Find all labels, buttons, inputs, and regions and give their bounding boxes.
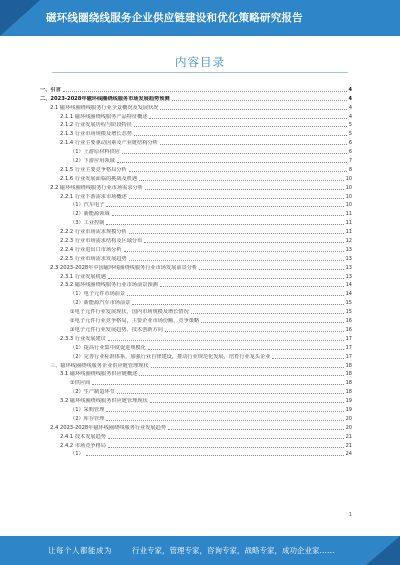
toc-dot-leader — [127, 295, 343, 296]
toc-entry[interactable] — [40, 262, 352, 271]
toc-dot-leader — [112, 215, 344, 216]
toc-entry[interactable] — [40, 191, 352, 200]
toc-entry[interactable] — [40, 413, 352, 422]
toc-entry[interactable] — [40, 395, 352, 404]
toc-entry[interactable] — [40, 440, 352, 449]
toc-entry-title: ①电子元件行业发展现状，国内市场规模及增长情况 — [70, 309, 189, 316]
toc-entry[interactable] — [40, 280, 352, 289]
toc-entry-page: 12 — [345, 238, 352, 245]
toc-entry-title: 2.1 磁环线圈绕线服务行业全景概况及发展状况 — [50, 104, 159, 111]
toc-entry-page: 18 — [345, 380, 352, 387]
toc-entry[interactable] — [40, 128, 352, 137]
toc-entry-page: 13 — [345, 264, 352, 271]
toc-entry-title: （2）库存管理 — [70, 415, 105, 422]
footer-tags: 行业专家，管理专家，咨询专家，战略专家，成功企业家…… — [132, 546, 335, 555]
toc-divider — [52, 72, 348, 73]
toc-dot-leader — [117, 162, 347, 163]
toc-entry-title: （2）下游应用领域 — [70, 158, 115, 165]
toc-dot-leader — [139, 180, 344, 181]
toc-dot-leader — [144, 242, 343, 243]
toc-entry-title: （2）新能源领域 — [70, 211, 110, 218]
toc-entry-title: （3）工业控制 — [70, 220, 105, 227]
toc-entry-title: ①供应商 — [70, 380, 91, 387]
toc-entry-title: 2.3 2023-2028年中国磁环线圈绕线服务行业市场发展前景分析 — [50, 264, 198, 271]
toc-entry-title: ③电子元件行业发展趋势，技术创新方向 — [70, 326, 163, 333]
toc-dot-leader — [172, 100, 347, 101]
footer-slogan: 让每个人都能成为 — [48, 546, 112, 555]
toc-dot-leader — [108, 278, 344, 279]
toc-entry-title: （1）汽车电子 — [70, 202, 105, 209]
toc-entry[interactable] — [40, 102, 352, 111]
toc-dot-leader — [129, 260, 344, 261]
toc-dot-leader — [129, 233, 344, 234]
toc-entry-page: 19 — [345, 398, 352, 405]
toc-entry-page: 5 — [348, 122, 352, 129]
toc-dot-leader — [63, 91, 347, 92]
toc-entry-page: 20 — [345, 424, 352, 431]
toc-entry-title: 2.2.1 行业下游需求市场概述 — [60, 193, 127, 200]
toc-entry-title: 2.3.1 行业发展机遇 — [60, 273, 106, 280]
toc-dot-leader — [165, 331, 344, 332]
toc-dot-leader — [106, 224, 343, 225]
toc-entry[interactable] — [40, 235, 352, 244]
toc-entry-page: 6 — [348, 140, 352, 147]
toc-entry-page: 4 — [348, 86, 352, 93]
toc-entry-title: 2.1.3 行业市场规模及增长态势 — [60, 131, 132, 138]
toc-entry[interactable] — [40, 377, 352, 386]
toc-entry-page: 5 — [348, 131, 352, 138]
toc-entry[interactable] — [40, 120, 352, 129]
toc-dot-leader — [86, 455, 344, 456]
toc-entry[interactable] — [40, 351, 352, 360]
footer-accent-triangle — [366, 536, 400, 565]
toc-dot-leader — [148, 349, 344, 350]
toc-entry-page: 17 — [345, 344, 352, 351]
toc-entry[interactable] — [40, 333, 352, 342]
toc-entry-title: 2.2.5 行业市场需求发展趋势 — [60, 255, 127, 262]
toc-entry-page: 15 — [345, 309, 352, 316]
toc-dot-leader — [129, 171, 347, 172]
toc-entry-title: 3.1 磁环线圈绕线服务供应链概述 — [60, 371, 138, 378]
toc-entry-page: 18 — [345, 371, 352, 378]
toc-entry-page: 14 — [345, 282, 352, 289]
toc-entry-page: 4 — [348, 104, 352, 111]
toc-dot-leader — [122, 153, 347, 154]
toc-entry-page: 15 — [345, 300, 352, 307]
toc-entry[interactable] — [40, 253, 352, 262]
toc-entry[interactable] — [40, 84, 352, 93]
toc-entry[interactable] — [40, 226, 352, 235]
toc-entry[interactable] — [40, 93, 352, 102]
toc-entry-title: 2.1.5 行业主要竞争格局分析 — [60, 166, 127, 173]
toc-entry-page: 11 — [345, 229, 352, 236]
toc-entry-title: 三、磁环线圈绕线服务企业供应链管理现状 — [50, 362, 149, 369]
toc-entry-page: 4 — [348, 113, 352, 120]
toc-entry-title: 2.3.3 行业发展建议 — [60, 335, 106, 342]
toc-entry-title: 2.4 2023-2028年磁环线圈绕线服务行业发展趋势 — [50, 424, 166, 431]
toc-entry[interactable] — [40, 306, 352, 315]
toc-entry-page: 18 — [345, 389, 352, 396]
toc-entry-page: 4 — [348, 95, 352, 102]
toc-entry-title: 2.1.2 行业发展历程与阶段特征 — [60, 122, 132, 129]
toc-dot-leader — [108, 340, 344, 341]
toc-entry-page: 10 — [345, 184, 352, 191]
report-title: 磁环线圈绕线服务企业供应链建设和优化策略研究报告 — [46, 12, 303, 24]
toc-dot-leader — [106, 411, 343, 412]
toc-dot-leader — [145, 189, 344, 190]
toc-dot-leader — [199, 269, 344, 270]
toc-dot-leader — [124, 251, 344, 252]
toc-entry-page: 19 — [345, 406, 352, 413]
toc-entry-title: 2.2.4 行业进出口市场分析 — [60, 246, 122, 253]
toc-entry[interactable] — [40, 386, 352, 395]
toc-entry-title: 2.1.4 行业主要驱动因素及产业链结构分析 — [60, 140, 158, 147]
toc-dot-leader — [151, 367, 344, 368]
toc-dot-leader — [168, 429, 344, 430]
toc-entry-page: 13 — [345, 255, 352, 262]
toc-entry-title: 2.4.1 技术发展趋势 — [60, 433, 106, 440]
toc-entry-title: 2.2.3 行业市场需求结构及区域分布 — [60, 238, 143, 245]
toc-entry-title: （1） — [70, 451, 84, 458]
toc-entry-page: 7 — [348, 158, 352, 165]
toc-entry-page: 20 — [345, 415, 352, 422]
toc-dot-leader — [149, 118, 346, 119]
toc-dot-leader — [132, 304, 343, 305]
toc-entry[interactable] — [40, 369, 352, 378]
toc-entry-title: （2）完善行业标准体系，加强行业自律建设，推动行业规范化发展，培育行业龙头企业 — [70, 353, 271, 360]
toc-dot-leader — [108, 438, 344, 439]
toc-dot-leader — [106, 206, 343, 207]
toc-entry-page: 21 — [345, 442, 352, 449]
header-accent-triangle — [0, 0, 40, 36]
toc-entry-page: 21 — [345, 433, 352, 440]
toc-entry-page: 14 — [345, 291, 352, 298]
toc-entry-page: 13 — [345, 273, 352, 280]
toc-heading: 内容目录 — [175, 55, 225, 69]
report-header — [0, 0, 400, 36]
toc-entry[interactable] — [40, 431, 352, 440]
toc-entry-page: 10 — [345, 175, 352, 182]
toc-dot-leader — [129, 198, 344, 199]
toc-entry[interactable] — [40, 288, 352, 297]
toc-dot-leader — [134, 135, 347, 136]
toc-entry-title: 2.2 磁环线圈绕线服务行业市场需求分析 — [50, 184, 143, 191]
toc-entry-page: 17 — [345, 353, 352, 360]
toc-dot-leader — [160, 109, 346, 110]
toc-entry-page: 16 — [345, 326, 352, 333]
toc-entry[interactable] — [40, 271, 352, 280]
toc-entry-title: 2.1.6 行业发展面临的挑战及机遇 — [60, 175, 138, 182]
toc-entry-page: 16 — [345, 318, 352, 325]
toc-entry[interactable] — [40, 324, 352, 333]
toc-entry[interactable] — [40, 111, 352, 120]
toc-entry-page: 10 — [345, 193, 352, 200]
toc-dot-leader — [92, 384, 343, 385]
toc-entry-title: 2.3.2 磁环线圈绕线服务行业市场前景预测 — [60, 282, 158, 289]
toc-entry[interactable] — [40, 208, 352, 217]
toc-entry-page: 6 — [348, 149, 352, 156]
toc-entry[interactable] — [40, 182, 352, 191]
toc-entry-title: ②电子元件行业竞争格局，主要企业市场份额，竞争策略 — [70, 318, 200, 325]
toc-entry-page: 8 — [348, 166, 352, 173]
table-of-contents — [40, 84, 352, 457]
toc-dot-leader — [134, 126, 347, 127]
toc-entry[interactable] — [40, 404, 352, 413]
report-footer — [0, 536, 400, 565]
toc-entry-page: 18 — [345, 362, 352, 369]
toc-entry-title: 2.4.2 市场竞争格局 — [60, 442, 106, 449]
toc-entry-title: 2.2.2 行业市场需求规模分析 — [60, 229, 127, 236]
toc-entry-page: 10 — [345, 202, 352, 209]
page-number: 1 — [348, 512, 352, 518]
toc-entry[interactable] — [40, 173, 352, 182]
toc-dot-leader — [160, 286, 344, 287]
toc-entry-title: （1）采购管理 — [70, 406, 105, 413]
toc-entry[interactable] — [40, 244, 352, 253]
toc-entry[interactable] — [40, 315, 352, 324]
toc-entry[interactable] — [40, 342, 352, 351]
toc-entry-page: 24 — [345, 451, 352, 458]
toc-entry[interactable] — [40, 422, 352, 431]
toc-entry[interactable] — [40, 449, 352, 458]
toc-dot-leader — [272, 358, 343, 359]
toc-entry[interactable] — [40, 297, 352, 306]
toc-entry[interactable] — [40, 146, 352, 155]
toc-entry-title: （2）新能源汽车市场前景 — [70, 300, 131, 307]
toc-entry[interactable] — [40, 200, 352, 209]
toc-entry[interactable] — [40, 217, 352, 226]
toc-entry-title: （1）提高行业集中度促进规模化 — [70, 344, 146, 351]
toc-dot-leader — [201, 322, 343, 323]
toc-dot-leader — [139, 375, 343, 376]
toc-dot-leader — [106, 420, 343, 421]
toc-entry[interactable] — [40, 155, 352, 164]
toc-dot-leader — [160, 144, 347, 145]
toc-entry[interactable] — [40, 164, 352, 173]
toc-entry-page: 13 — [345, 246, 352, 253]
toc-entry[interactable] — [40, 137, 352, 146]
toc-entry-title: 二、2023-2028年磁环线圈绕线服务市场发展趋势预测 — [40, 95, 170, 102]
toc-entry-title: （1）上游原材料供应 — [70, 149, 120, 156]
toc-entry-page: 17 — [345, 335, 352, 342]
toc-dot-leader — [108, 447, 344, 448]
toc-entry-title: （2）生产制造环节 — [70, 389, 115, 396]
toc-dot-leader — [117, 393, 344, 394]
toc-entry-title: 2.1.1 磁环线圈绕线服务产品特征概述 — [60, 113, 148, 120]
toc-entry-title: 3.2 磁环线圈绕线服务供应链管理现状 — [60, 398, 148, 405]
toc-entry-title: 一、引言 — [40, 86, 61, 93]
toc-dot-leader — [150, 402, 344, 403]
toc-entry-title: （1）电子元件市场前景 — [70, 291, 126, 298]
toc-entry[interactable] — [40, 360, 352, 369]
toc-dot-leader — [191, 313, 344, 314]
toc-entry-page: 11 — [345, 211, 352, 218]
toc-entry-page: 11 — [345, 220, 352, 227]
